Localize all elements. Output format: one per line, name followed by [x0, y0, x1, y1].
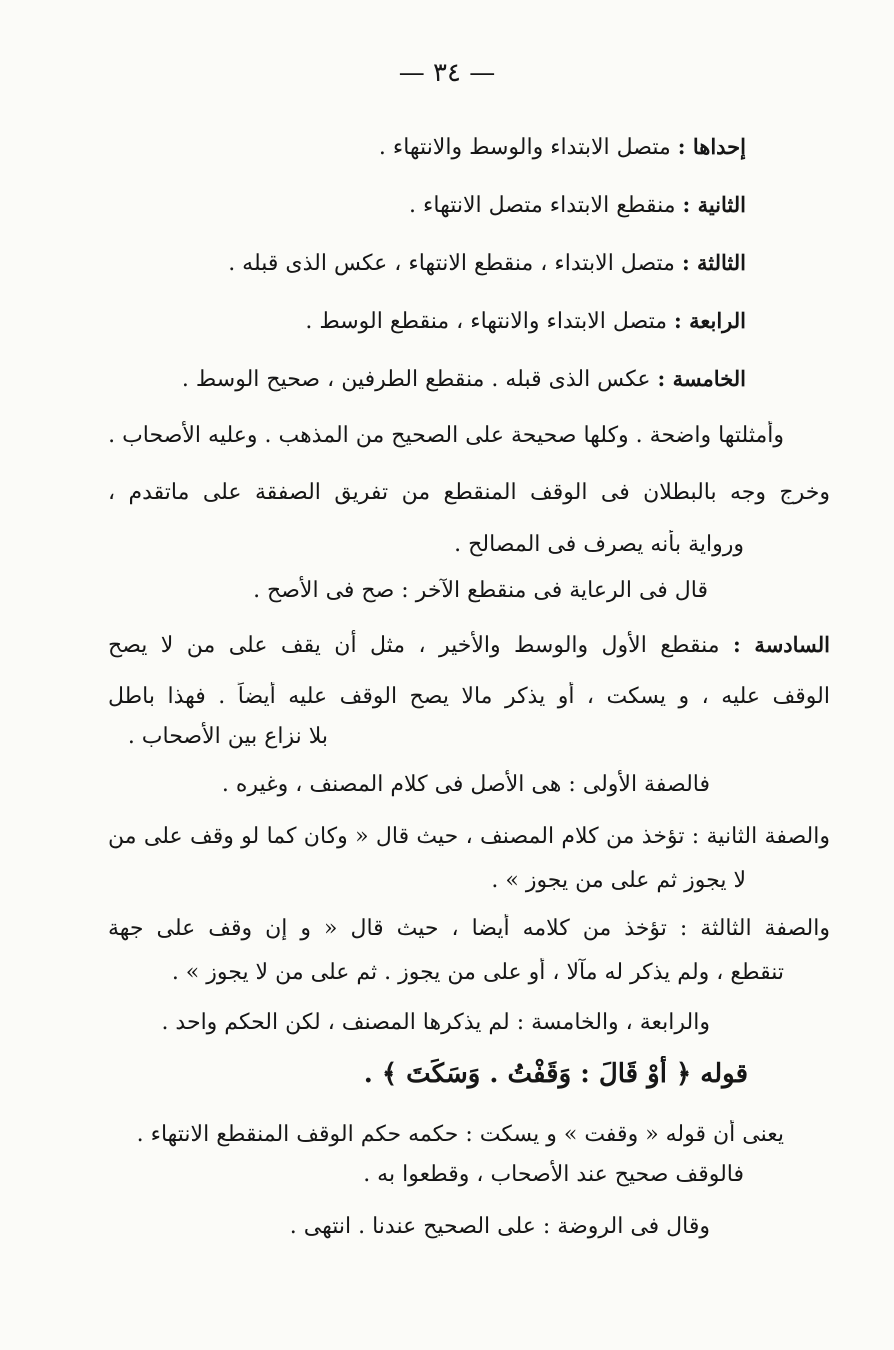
clause-label: السادسة : [732, 632, 830, 657]
text-line-4 [305, 306, 746, 337]
clause-label: الثالثة : [681, 250, 746, 275]
text-line-21 [363, 1160, 744, 1190]
text-line-5 [182, 364, 746, 395]
line-text: وأمثلتها واضحة . وكلها صحيحة على الصحيح من المذهب . وعليه الأصحاب . [108, 423, 784, 448]
page-number: — ٣٤ — [398, 58, 496, 88]
text-line-11 [108, 682, 830, 712]
clause-label: الثانية : [682, 192, 746, 217]
text-line-20 [137, 1120, 784, 1150]
text-line-10 [108, 630, 830, 661]
text-line-8 [454, 530, 744, 560]
line-text: قال فى الرعاية فى منقطع الآخر : صح فى الأصح . [253, 578, 708, 603]
line-text: تنقطع ، ولم يذكر له مآلا ، أو على من يجوز . ثم على من لا يجوز » . [171, 960, 784, 985]
text-line-1 [379, 132, 746, 163]
text-line-18 [161, 1008, 710, 1038]
text-line-12 [128, 722, 328, 752]
line-text: عكس الذى قبله . منقطع الطرفين ، صحيح الوسط . [181, 367, 658, 392]
line-text: والرابعة ، والخامسة : لم يذكرها المصنف ، لكن الحكم واحد . [161, 1010, 710, 1035]
line-text: متصل الابتداء والوسط والانتهاء . [378, 135, 678, 160]
line-text: يعنى أن قوله « وقفت » و يسكت : حكمه حكم الوقف المنقطع الانتهاء . [136, 1122, 784, 1147]
line-text: قوله ﴿ أَوْ قَالَ : وَقَفْتُ . وَسَكَتَ ﴾ . [363, 1059, 748, 1089]
text-line-14 [108, 822, 830, 852]
text-line-7 [108, 478, 830, 508]
line-text: منقطع الأول والوسط والأخير ، مثل أن يقف على من لا يصح [108, 633, 733, 658]
line-text: ورواية بأنه يصرف فى المصالح . [454, 532, 744, 557]
line-text: متصل الابتداء والانتهاء ، منقطع الوسط . [305, 309, 675, 334]
clause-label: إحداها : [677, 134, 746, 159]
text-line-9 [253, 576, 708, 606]
text-line-16 [108, 914, 830, 944]
text-line-3 [228, 248, 746, 279]
clause-label: الرابعة : [674, 308, 746, 333]
text-line-6 [108, 421, 784, 451]
line-text: متصل الابتداء ، منقطع الانتهاء ، عكس الذى قبله . [228, 251, 682, 276]
line-text: وقال فى الروضة : على الصحيح عندنا . انتهى . [289, 1214, 710, 1239]
clause-label: الخامسة : [657, 366, 746, 391]
line-text: والصفة الثالثة : تؤخذ من كلامه أيضا ، حيث قال « و إن وقف على جهة [108, 916, 830, 941]
text-line-2 [409, 190, 746, 221]
quoted-heading [364, 1056, 748, 1092]
text-line-17 [172, 958, 784, 988]
text-line-15 [491, 866, 746, 896]
line-text: فالوقف صحيح عند الأصحاب ، وقطعوا به . [363, 1162, 744, 1187]
line-text: بلا نزاع بين الأصحاب . [127, 724, 328, 749]
line-text: فالصفة الأولى : هى الأصل فى كلام المصنف ، وغيره . [221, 772, 710, 797]
text-line-13 [222, 770, 710, 800]
line-text: والصفة الثانية : تؤخذ من كلام المصنف ، حيث قال « وكان كما لو وقف على من [108, 824, 830, 849]
line-text: الوقف عليه ، و يسكت ، أو يذكر مالا يصح الوقف عليه أيضاً . فهذا باطل [108, 684, 830, 709]
line-text: وخرج وجه بالبطلان فى الوقف المنقطع من تفريق الصفقة على ماتقدم ، [108, 480, 830, 505]
line-text: لا يجوز ثم على من يجوز » . [491, 868, 746, 893]
line-text: منقطع الابتداء متصل الانتهاء . [409, 193, 683, 218]
text-line-22 [290, 1212, 710, 1242]
